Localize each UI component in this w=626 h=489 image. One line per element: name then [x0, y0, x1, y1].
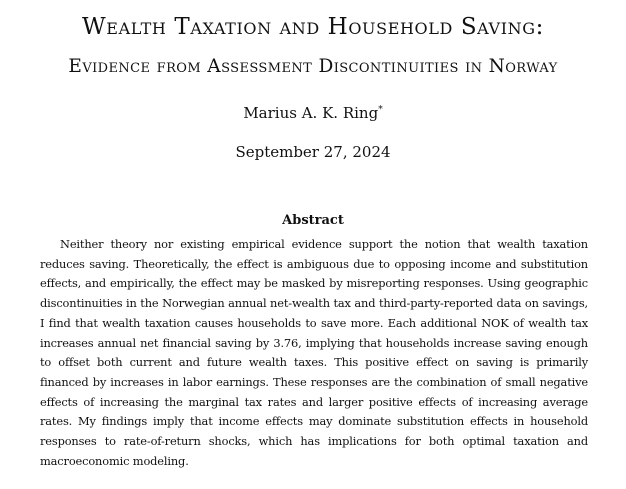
paper-title-line-2: Evidence from Assessment Discontinuities in Norway [68, 56, 558, 77]
abstract-body: Neither theory nor existing empirical evidence support the notion that wealth taxation reduces saving. Theoretically, the effect is ambiguous due to opposing income and substitution effects, and empirically, the effect may be masked by misreporting responses. Using geographic discontinuities in the Norwegian annual net-wealth tax and third-party-reported data on savings, I find that wealth taxation causes households to save more. Each additional NOK of wealth tax increases annual net financial saving by 3.76, implying that households increase saving enough to offset both current and future wealth taxes. This positive effect on saving is primarily financed by increases in labor earnings. These responses are the combination of small negative effects of increasing the marginal tax rates and larger positive effects of increasing average rates. My findings imply that income effects may dominate substitution effects in household responses to rate-of-return shocks, which has implications for both optimal taxation and macroeconomic modeling. [40, 237, 588, 468]
author-footnote-mark[interactable]: * [378, 105, 383, 115]
abstract-heading: Abstract [282, 213, 344, 228]
author-line [0, 104, 626, 122]
author-name: Marius A. K. Ring [243, 104, 379, 122]
paper-title-line-1: Wealth Taxation and Household Saving: [82, 14, 544, 40]
publication-date: September 27, 2024 [235, 143, 391, 161]
